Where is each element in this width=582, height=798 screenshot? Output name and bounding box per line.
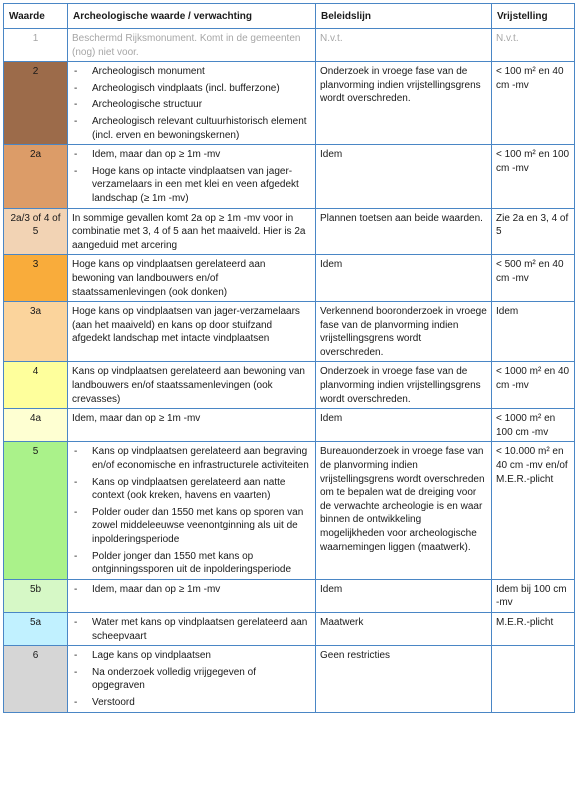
list-item: - Verstoord — [72, 696, 311, 710]
list-item: - Na onderzoek volledig vrijgegeven of opgegraven — [72, 666, 311, 693]
expectation-cell — [68, 62, 316, 145]
list-item: - Idem, maar dan op ≥ 1m -mv — [72, 148, 311, 162]
table-row — [4, 145, 575, 208]
expectation-cell: Hoge kans op vindplaatsen gerelateerd aan bewoning van landbouwers en/of staatssamenlevingen (ook donken) — [68, 255, 316, 302]
expectation-cell — [68, 145, 316, 208]
expectation-cell — [68, 579, 316, 612]
list-item: - Archeologisch monument — [72, 65, 311, 79]
expectation-list — [72, 616, 311, 643]
exemption-cell: M.E.R.-plicht — [492, 612, 575, 645]
table-row — [4, 29, 575, 62]
expectation-cell: Idem, maar dan op ≥ 1m -mv — [68, 409, 316, 442]
list-item: - Archeologische structuur — [72, 98, 311, 112]
policy-cell: Onderzoek in vroege fase van de planvorming indien vrijstellingsgrens wordt overschreden. — [316, 362, 492, 409]
expectation-list — [72, 445, 311, 576]
exemption-cell — [492, 646, 575, 712]
exemption-cell: < 1000 m² en 100 cm -mv — [492, 409, 575, 442]
value-cell: 5b — [4, 579, 68, 612]
list-item: - Idem, maar dan op ≥ 1m -mv — [72, 583, 311, 597]
policy-cell: Idem — [316, 145, 492, 208]
exemption-cell: < 1000 m² en 40 cm -mv — [492, 362, 575, 409]
exemption-cell: < 100 m² en 40 cm -mv — [492, 62, 575, 145]
table-row — [4, 362, 575, 409]
policy-cell: Maatwerk — [316, 612, 492, 645]
expectation-cell: Hoge kans op vindplaatsen van jager-verzamelaars (aan het maaiveld) en kans op door stuifzand afgedekt landschap met intacte vindplaatsen — [68, 302, 316, 362]
archaeology-value-table — [3, 3, 575, 713]
value-cell: 5a — [4, 612, 68, 645]
expectation-cell — [68, 612, 316, 645]
expectation-cell — [68, 646, 316, 712]
table-row — [4, 208, 575, 255]
value-cell: 2 — [4, 62, 68, 145]
value-cell: 2a/3 of 4 of 5 — [4, 208, 68, 255]
list-item: - Hoge kans op intacte vindplaatsen van jager-verzamelaars in een met klei en veen afgedekt landschap (≥ 1m -mv) — [72, 165, 311, 206]
expectation-cell: Beschermd Rijksmonument. Komt in de gemeenten (nog) niet voor. — [68, 29, 316, 62]
expectation-cell: Kans op vindplaatsen gerelateerd aan bewoning van landbouwers en/of staatssamenlevingen (ook crevasses) — [68, 362, 316, 409]
policy-cell: Geen restricties — [316, 646, 492, 712]
list-item: - Kans op vindplaatsen gerelateerd aan begraving en/of economische en infrastructurele activiteiten — [72, 445, 311, 472]
exemption-cell: Zie 2a en 3, 4 of 5 — [492, 208, 575, 255]
table-row — [4, 409, 575, 442]
policy-cell: Idem — [316, 255, 492, 302]
list-item: - Polder ouder dan 1550 met kans op sporen van zowel middeleeuwse veenontginning als uit de inpolderingsperiode — [72, 506, 311, 547]
policy-cell: N.v.t. — [316, 29, 492, 62]
expectation-list — [72, 65, 311, 142]
exemption-cell: Idem bij 100 cm -mv — [492, 579, 575, 612]
expectation-cell — [68, 442, 316, 579]
list-item: - Archeologisch relevant cultuurhistorisch element (incl. erven en bewoningskernen) — [72, 115, 311, 142]
table-row — [4, 646, 575, 712]
exemption-cell: < 100 m² en 100 cm -mv — [492, 145, 575, 208]
expectation-list — [72, 649, 311, 709]
expectation-cell: In sommige gevallen komt 2a op ≥ 1m -mv voor in combinatie met 3, 4 of 5 aan het maaiveld. Hier is 2a aangeduid met arcering — [68, 208, 316, 255]
value-cell: 3 — [4, 255, 68, 302]
table-row — [4, 302, 575, 362]
table-row — [4, 442, 575, 579]
policy-cell: Idem — [316, 579, 492, 612]
list-item: - Polder jonger dan 1550 met kans op ontginningssporen uit de inpolderingsperiode — [72, 550, 311, 577]
policy-cell: Onderzoek in vroege fase van de planvorming indien vrijstellingsgrens wordt overschreden. — [316, 62, 492, 145]
header-vrijstelling: Vrijstelling — [492, 4, 575, 29]
table-row — [4, 579, 575, 612]
policy-cell: Verkennend booronderzoek in vroege fase van de planvorming indien vrijstellingsgrens wordt overschreden. — [316, 302, 492, 362]
list-item: - Lage kans op vindplaatsen — [72, 649, 311, 663]
expectation-list — [72, 583, 311, 597]
exemption-cell: < 10.000 m² en 40 cm -mv en/of M.E.R.-plicht — [492, 442, 575, 579]
list-item: - Kans op vindplaatsen gerelateerd aan natte context (ook kreken, havens en vaarten) — [72, 476, 311, 503]
table-row — [4, 62, 575, 145]
expectation-list — [72, 148, 311, 205]
value-cell: 2a — [4, 145, 68, 208]
header-beleidslijn: Beleidslijn — [316, 4, 492, 29]
value-cell: 3a — [4, 302, 68, 362]
policy-cell: Bureauonderzoek in vroege fase van de planvorming indien vrijstellingsgrens wordt overschreden om te bepalen wat de dreiging voor de verwachte archeologie is en waar binnen de ontwikkeling mogelijkheden voor archeologische waarnemingen liggen (maatwerk). — [316, 442, 492, 579]
value-cell: 4a — [4, 409, 68, 442]
policy-cell: Idem — [316, 409, 492, 442]
header-waarde: Waarde — [4, 4, 68, 29]
policy-cell: Plannen toetsen aan beide waarden. — [316, 208, 492, 255]
table-body — [4, 29, 575, 713]
table-row — [4, 612, 575, 645]
exemption-cell: N.v.t. — [492, 29, 575, 62]
value-cell: 4 — [4, 362, 68, 409]
list-item: - Archeologisch vindplaats (incl. bufferzone) — [72, 82, 311, 96]
exemption-cell: Idem — [492, 302, 575, 362]
list-item: - Water met kans op vindplaatsen gerelateerd aan scheepvaart — [72, 616, 311, 643]
table-row — [4, 255, 575, 302]
table-header-row — [4, 4, 575, 29]
value-cell: 5 — [4, 442, 68, 579]
value-cell: 1 — [4, 29, 68, 62]
header-verwachting: Archeologische waarde / verwachting — [68, 4, 316, 29]
value-cell: 6 — [4, 646, 68, 712]
exemption-cell: < 500 m² en 40 cm -mv — [492, 255, 575, 302]
